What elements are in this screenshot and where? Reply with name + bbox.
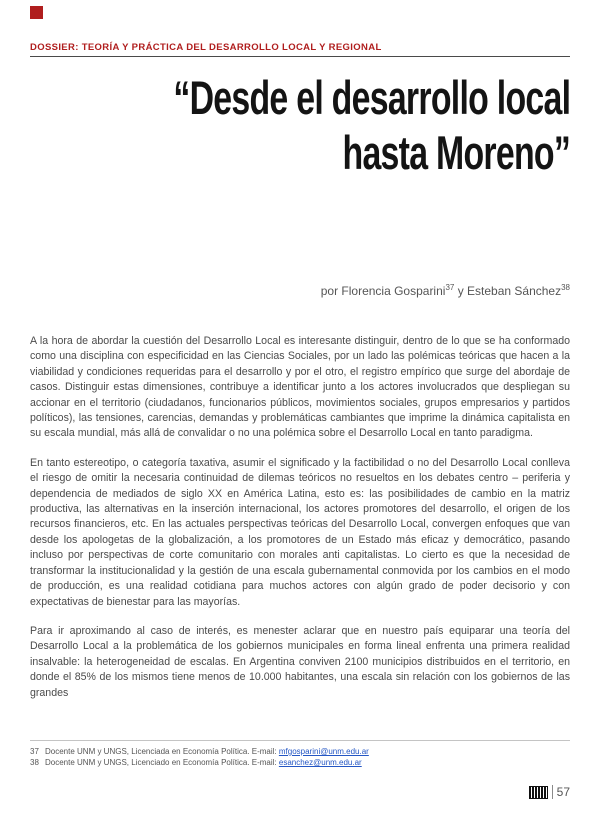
footnote-number: 38 (30, 758, 39, 767)
footnote-email-link[interactable]: esanchez@unm.edu.ar (278, 758, 362, 767)
body-paragraph-2: En tanto estereotipo, o categoría taxativa, asumir el significado y la factibilidad o no del Desarrollo Local conlleva el riesgo de omitir la necesaria continuidad de dilemas teóricos no resueltos en los debates centro – periferia y dependencia de mediados de siglo XX en América Latina, esto es: las posibilidades de cambio en la matriz productiva, las alternativas en la inserción internacional, los actores promotores del desarrollo, el origen de los recursos financieros, etc. En las actuales perspectivas teóricas del Desarrollo Local, convergen enfoques que van desde los apologetas de la globalización, a los promotores de un Estado más eficaz y democrático, pasando incluso por perspectivas de corte comunitario con morales anti capitalistas. Lo cierto es que la necesidad de transformar la institucionalidad y la gestión de una escala gubernamental conmovida por los cambios en el modo de producción, es una realidad cotidiana para muchos actores con algún grado de poder decisorio y con expectativas de bienestar para las mayorías. (30, 456, 570, 608)
footer-divider (552, 785, 553, 799)
footnote-ref-38: 38 (561, 283, 570, 292)
article-title-line-2: hasta Moreno” (342, 126, 570, 179)
article-body (30, 334, 570, 715)
footnote-text: Docente UNM y UNGS, Licenciada en Economía Política. E-mail: (45, 747, 279, 756)
footnote-ref-37: 37 (445, 283, 455, 292)
page-footer (529, 785, 570, 799)
byline-author-1: por Florencia Gosparini (320, 284, 446, 298)
footnote-number: 37 (30, 747, 39, 756)
byline (10, 284, 570, 298)
footnote-divider (30, 740, 570, 741)
byline-author-2: y Esteban Sánchez (454, 284, 562, 298)
page-number: 57 (556, 785, 570, 799)
dossier-header-label: DOSSIER: TEORÍA Y PRÁCTICA DEL DESARROLLO LOCAL Y REGIONAL (30, 42, 382, 53)
red-corner-marker (30, 6, 43, 19)
footnote-38 (30, 757, 570, 768)
footnote-37 (30, 746, 570, 757)
footnotes (30, 746, 570, 768)
body-paragraph-1: A la hora de abordar la cuestión del Desarrollo Local es interesante distinguir, dentro de lo que se ha conformado como una disciplina con especificidad en las Ciencias Sociales, por un lado las polémicas teóricas que hacen a la viabilidad y condiciones requeridas para el desarrollo y por el otro, el registro empírico que surge del abordaje de casos. Distinguir estas dimensiones, contribuye a identificar junto a los actores involucrados que despliegan su accionar en el territorio (ciudadanos, funcionarios públicos, movimientos sociales, grupos empresarios y partidos políticos), las tensiones, carencias, demandas y problemáticas cambiantes que imprime la dinámica capitalista en su escala mundial, más allá de convalidar o no una polémica sobre el Desarrollo Local en tanto paradigma. (30, 335, 570, 440)
body-paragraph-3: Para ir aproximando al caso de interés, es menester aclarar que en nuestro país equiparar una teoría del Desarrollo Local a la problemática de los gobiernos municipales en forma lineal enfrenta una primera realidad insalvable: la heterogeneidad de escalas. En Argentina conviven 2100 municipios distribuidos en el territorio, en donde el 85% de los mismos tiene menos de 10.000 habitantes, una escala sin relación con los gobiernos de las grandes (30, 624, 570, 699)
article-title-line-1: “Desde el desarrollo local (173, 71, 570, 124)
journal-logo-icon (529, 786, 548, 799)
header-divider (30, 56, 570, 57)
article-title (10, 70, 570, 180)
footnote-email-link[interactable]: mfgosparini@unm.edu.ar (278, 747, 369, 756)
footnote-text: Docente UNM y UNGS, Licenciado en Economía Política. E-mail: (45, 758, 279, 767)
